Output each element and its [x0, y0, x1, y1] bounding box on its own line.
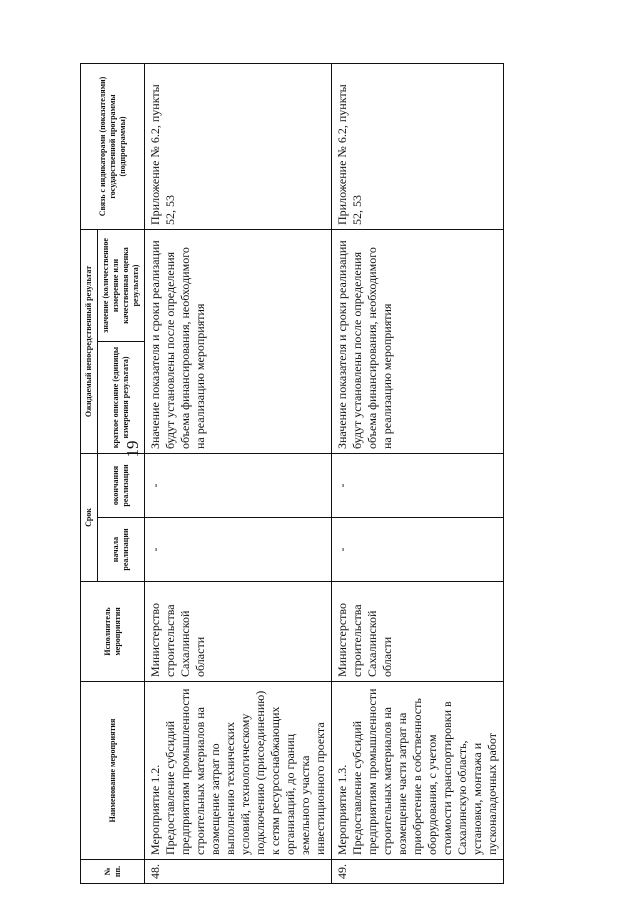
term-end: - — [332, 454, 504, 518]
table-rotator — [80, 64, 592, 884]
measure-name: Мероприятие 1.2. Предоставление субсидий предприятиям промышленности строительных материалов на возмещение затрат по выполнению технических условий, технологическому подключению (присоединению) к сетям ресурсоснабжающих организаций, до границ земельного участка инвестиционного проекта — [145, 682, 332, 860]
header-name: Наименование мероприятия — [81, 682, 145, 860]
term-end: - — [145, 454, 332, 518]
expected-result: Значение показателя и сроки реализации будут установлены после определения объема финансирования, необходимого на реализацию мероприятия — [332, 230, 504, 454]
row-number: 49. — [332, 860, 504, 884]
page-number: 19 — [123, 440, 142, 458]
header-result-short: краткое описание (единицы измерения результата) — [98, 342, 145, 454]
indicator-link: Приложение № 6.2, пункты 52, 53 — [145, 64, 332, 230]
term-start: - — [332, 518, 504, 582]
header-result-value: значение (количественное измерение или качественная оценка результата) — [98, 230, 145, 342]
indicator-link: Приложение № 6.2, пункты 52, 53 — [332, 64, 504, 230]
header-link: Связь с индикаторами (показателями) государственной программы (подпрограммы) — [81, 64, 145, 230]
header-row-1 — [81, 64, 98, 884]
header-num: № пп. — [81, 860, 145, 884]
term-start: - — [145, 518, 332, 582]
rotated-table-area — [80, 64, 640, 879]
measure-name: Мероприятие 1.3. Предоставление субсидий предприятиям промышленности строительных материалов на возмещение части затрат на приобретение в собственность оборудования, с учетом стоимости транспортировки в Сахалинскую область, установки, монтажа и пусконаладочных работ — [332, 682, 504, 860]
header-executor: Исполнитель мероприятия — [81, 582, 145, 682]
measure-executor: Министерство строительства Сахалинской области — [145, 582, 332, 682]
header-term-end: окончания реализации — [98, 454, 145, 518]
table-row — [332, 64, 504, 884]
header-term: Срок — [81, 454, 98, 582]
table-row — [145, 64, 332, 884]
header-result: Ожидаемый непосредственный результат — [81, 230, 98, 454]
measure-executor: Министерство строительства Сахалинской области — [332, 582, 504, 682]
header-term-start: начала реализации — [98, 518, 145, 582]
row-number: 48. — [145, 860, 332, 884]
expected-result: Значение показателя и сроки реализации будут установлены после определения объема финансирования, необходимого на реализацию мероприятия — [145, 230, 332, 454]
measures-table — [80, 63, 504, 884]
